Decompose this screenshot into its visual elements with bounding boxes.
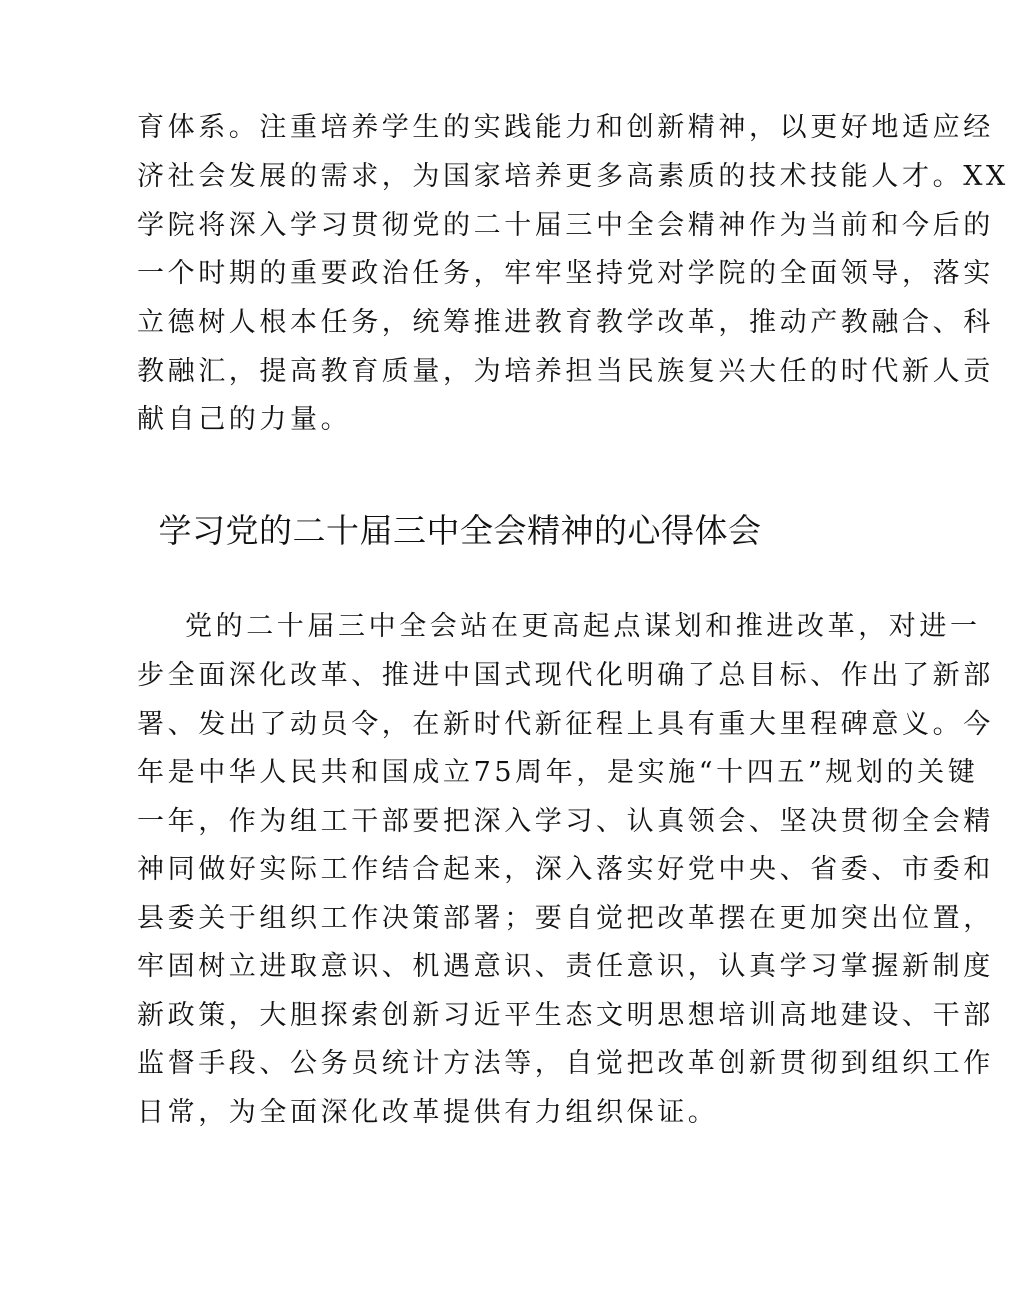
text-line: 一个时期的重要政治任务，牢牢坚持党对学院的全面领导，落实 bbox=[137, 258, 994, 289]
text-line: 立德树人根本任务，统筹推进教育教学改革，推动产教融合、科 bbox=[137, 307, 994, 338]
text-line: 神同做好实际工作结合起来，深入落实好党中央、省委、市委和 bbox=[137, 854, 994, 885]
text-line: 县委关于组织工作决策部署；要自觉把改革摆在更加突出位置， bbox=[137, 903, 994, 934]
text-line: 教融汇，提高教育质量，为培养担当民族复兴大任的时代新人贡 bbox=[137, 356, 994, 387]
text-line: 日常，为全面深化改革提供有力组织保证。 bbox=[137, 1097, 719, 1128]
text-line: 牢固树立进取意识、机遇意识、责任意识，认真学习掌握新制度 bbox=[137, 951, 994, 982]
text-line: 新政策，大胆探索创新习近平生态文明思想培训高地建设、干部 bbox=[137, 1000, 994, 1031]
text-line: 一年，作为组工干部要把深入学习、认真领会、坚决贯彻全会精 bbox=[137, 806, 994, 837]
text-line: 学院将深入学习贯彻党的二十届三中全会精神作为当前和今后的 bbox=[137, 210, 994, 241]
text-line: 献自己的力量。 bbox=[137, 404, 352, 435]
text-line: 步全面深化改革、推进中国式现代化明确了总目标、作出了新部 bbox=[137, 660, 994, 691]
article-title: 学习党的二十届三中全会精神的心得体会 bbox=[158, 511, 762, 550]
text-line: 年是中华人民共和国成立75周年，是实施“十四五”规划的关键 bbox=[137, 757, 979, 788]
text-line: 署、发出了动员令，在新时代新征程上具有重大里程碑意义。今 bbox=[137, 709, 994, 740]
text-line: 监督手段、公务员统计方法等，自觉把改革创新贯彻到组织工作 bbox=[137, 1048, 994, 1079]
text-line: 济社会发展的需求，为国家培养更多高素质的技术技能人才。XX bbox=[137, 161, 1009, 192]
text-line: 党的二十届三中全会站在更高起点谋划和推进改革，对进一 bbox=[185, 611, 981, 642]
text-line: 育体系。注重培养学生的实践能力和创新精神，以更好地适应经 bbox=[137, 112, 994, 143]
